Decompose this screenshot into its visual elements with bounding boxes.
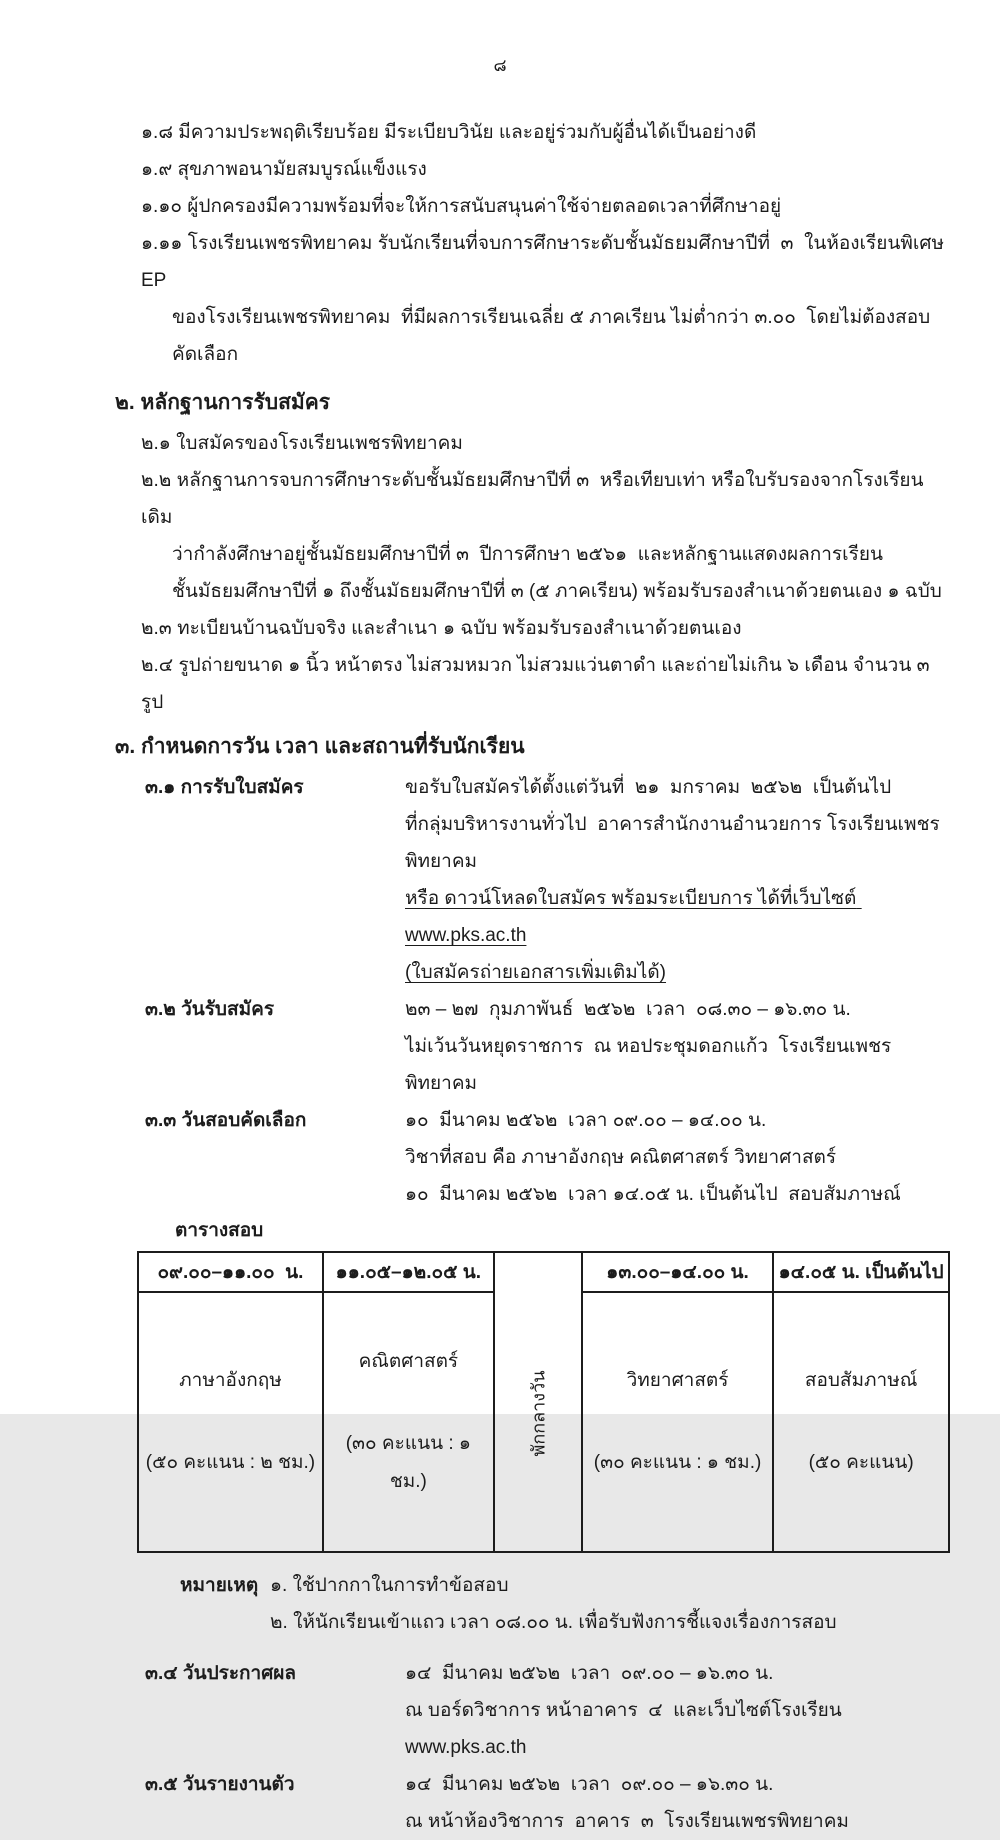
exam-table-header-slot-2: ๑๑.๐๕–๑๒.๐๕ น. <box>323 1252 494 1292</box>
schedule-row-3-3 <box>115 1102 950 1213</box>
lunch-break-label: พักกลางวัน <box>528 1369 549 1457</box>
schedule-label-3-2: ๓.๒ วันรับสมัคร <box>145 999 275 1020</box>
schedule-3-1-website-line: หรือ ดาวน์โหลดใบสมัคร พร้อมระเบียบการ ได้ที่เว็บไซต์ www.pks.ac.th <box>405 888 862 946</box>
exam-detail-english: (๕๐ คะแนน : ๒ ชม.) <box>145 1452 316 1473</box>
schedule-3-1-note-line: (ใบสมัครถ่ายเอกสารเพิ่มเติมได้) <box>405 962 667 983</box>
section-2-heading: ๒. หลักฐานการรับสมัคร <box>115 391 331 414</box>
schedule-3-1-line-1: ขอรับใบสมัครได้ตั้งแต่วันที่ ๒๑ มกราคม ๒๕๖๒ เป็นต้นไป <box>405 777 892 798</box>
exam-cell-science <box>582 1292 773 1552</box>
note-2: ๒. ให้นักเรียนเข้าแถว เวลา ๐๘.๐๐ น. เพื่อรับฟังการชี้แจงเรื่องการสอบ <box>270 1612 837 1633</box>
exam-detail-science: (๓๐ คะแนน : ๑ ชม.) <box>593 1452 762 1473</box>
note-1: ๑. ใช้ปากกาในการทำข้อสอบ <box>270 1575 509 1596</box>
exam-detail-math: (๓๐ คะแนน : ๑ ชม.) <box>345 1433 477 1492</box>
item-1-9: ๑.๙ สุขภาพอนามัยสมบูรณ์แข็งแรง <box>141 159 427 180</box>
exam-cell-english <box>138 1292 323 1552</box>
section-3-heading: ๓. กำหนดการวัน เวลา และสถานที่รับนักเรียน <box>115 735 525 758</box>
exam-table <box>137 1251 950 1553</box>
exam-table-title: ตารางสอบ <box>175 1220 264 1241</box>
notes-lines <box>270 1567 950 1641</box>
exam-subject-interview: สอบสัมภาษณ์ <box>804 1370 918 1391</box>
exam-detail-interview: (๕๐ คะแนน) <box>808 1452 914 1473</box>
schedule-content-3-5 <box>405 1766 950 1840</box>
item-2-2-continued-1: ว่ากำลังศึกษาอยู่ชั้นมัธยมศึกษาปีที่ ๓ ปีการศึกษา ๒๕๖๑ และหลักฐานแสดงผลการเรียน <box>172 544 883 565</box>
item-2-1: ๒.๑ ใบสมัครของโรงเรียนเพชรพิทยาคม <box>141 433 463 454</box>
section-1-items <box>115 114 950 373</box>
schedule-label-3-1: ๓.๑ การรับใบสมัคร <box>145 777 304 798</box>
item-1-11: ๑.๑๑ โรงเรียนเพชรพิทยาคม รับนักเรียนที่จบการศึกษาระดับชั้นมัธยมศึกษาปีที่ ๓ ในห้องเรียนพิเศษ EP <box>141 233 950 291</box>
notes-block <box>115 1567 950 1641</box>
exam-cell-math <box>323 1292 494 1552</box>
schedule-label-3-5: ๓.๕ วันรายงานตัว <box>145 1774 295 1795</box>
schedule-3-1-line-2: ที่กลุ่มบริหารงานทั่วไป อาคารสำนักงานอำนวยการ โรงเรียนเพชรพิทยาคม <box>405 814 940 872</box>
schedule-content-3-4 <box>405 1655 950 1766</box>
schedule-row-3-1 <box>115 769 950 991</box>
schedule-3-3-line-3: ๑๐ มีนาคม ๒๕๖๒ เวลา ๑๔.๐๕ น. เป็นต้นไป สอบสัมภาษณ์ <box>405 1184 901 1205</box>
section-2-items <box>115 425 950 721</box>
exam-subject-math: คณิตศาสตร์ <box>358 1351 459 1372</box>
schedule-3-5-line-2: ณ หน้าห้องวิชาการ อาคาร ๓ โรงเรียนเพชรพิทยาคม <box>405 1811 849 1832</box>
schedule-3-4-line-1: ๑๔ มีนาคม ๒๕๖๒ เวลา ๐๙.๐๐ – ๑๖.๓๐ น. <box>405 1663 774 1684</box>
item-2-2-continued-2: ชั้นมัธยมศึกษาปีที่ ๑ ถึงชั้นมัธยมศึกษาปีที่ ๓ (๕ ภาคเรียน) พร้อมรับรองสำเนาด้วยตนเอง ๑ ฉบับ <box>172 581 942 602</box>
page-number: ๘ <box>493 56 507 75</box>
notes-label: หมายเหตุ <box>180 1575 259 1596</box>
item-1-10: ๑.๑๐ ผู้ปกครองมีความพร้อมที่จะให้การสนับสนุนค่าใช้จ่ายตลอดเวลาที่ศึกษาอยู่ <box>141 196 782 217</box>
schedule-content-3-3 <box>405 1102 950 1213</box>
schedule-3-4-line-2: ณ บอร์ดวิชาการ หน้าอาคาร ๔ และเว็บไซต์โรงเรียน www.pks.ac.th <box>405 1700 848 1758</box>
exam-table-header-slot-3: ๑๓.๐๐–๑๔.๐๐ น. <box>582 1252 773 1292</box>
schedule-label-3-4: ๓.๔ วันประกาศผล <box>145 1663 297 1684</box>
exam-subject-english: ภาษาอังกฤษ <box>179 1370 282 1391</box>
exam-subject-science: วิทยาศาสตร์ <box>626 1370 729 1391</box>
item-2-3: ๒.๓ ทะเบียนบ้านฉบับจริง และสำเนา ๑ ฉบับ พร้อมรับรองสำเนาด้วยตนเอง <box>141 618 742 639</box>
item-2-2: ๒.๒ หลักฐานการจบการศึกษาระดับชั้นมัธยมศึกษาปีที่ ๓ หรือเทียบเท่า หรือใบรับรองจากโรงเรียนเดิม <box>141 470 924 528</box>
schedule-3-3-line-1: ๑๐ มีนาคม ๒๕๖๒ เวลา ๐๙.๐๐ – ๑๔.๐๐ น. <box>405 1110 767 1131</box>
lunch-break-cell <box>494 1252 582 1552</box>
schedule-content-3-1 <box>405 769 950 991</box>
exam-cell-interview <box>773 1292 949 1552</box>
schedule-3-5-line-1: ๑๔ มีนาคม ๒๕๖๒ เวลา ๐๙.๐๐ – ๑๖.๓๐ น. <box>405 1774 774 1795</box>
schedule-3-2-line-1: ๒๓ – ๒๗ กุมภาพันธ์ ๒๕๖๒ เวลา ๐๘.๓๐ – ๑๖.๓๐ น. <box>405 999 851 1020</box>
schedule-row-3-5 <box>115 1766 950 1840</box>
schedule-row-3-2 <box>115 991 950 1102</box>
schedule-3-2-line-2: ไม่เว้นวันหยุดราชการ ณ หอประชุมดอกแก้ว โรงเรียนเพชรพิทยาคม <box>405 1036 892 1094</box>
exam-table-header-row <box>138 1252 949 1292</box>
schedule-content-3-2 <box>405 991 950 1102</box>
item-1-11-continued: ของโรงเรียนเพชรพิทยาคม ที่มีผลการเรียนเฉลี่ย ๕ ภาคเรียน ไม่ต่ำกว่า ๓.๐๐ โดยไม่ต้องสอบคัดเลือก <box>172 307 931 365</box>
schedule-3-3-line-2: วิชาที่สอบ คือ ภาษาอังกฤษ คณิตศาสตร์ วิทยาศาสตร์ <box>405 1147 837 1168</box>
exam-table-header-slot-1: ๐๙.๐๐–๑๑.๐๐ น. <box>138 1252 323 1292</box>
item-2-4: ๒.๔ รูปถ่ายขนาด ๑ นิ้ว หน้าตรง ไม่สวมหมวก ไม่สวมแว่นตาดำ และถ่ายไม่เกิน ๖ เดือน จำนวน ๓ รูป <box>141 655 935 713</box>
exam-table-header-slot-4: ๑๔.๐๕ น. เป็นต้นไป <box>773 1252 949 1292</box>
schedule-label-3-3: ๓.๓ วันสอบคัดเลือก <box>145 1110 307 1131</box>
schedule-row-3-4 <box>115 1655 950 1766</box>
item-1-8: ๑.๘ มีความประพฤติเรียบร้อย มีระเบียบวินัย และอยู่ร่วมกับผู้อื่นได้เป็นอย่างดี <box>141 122 757 143</box>
